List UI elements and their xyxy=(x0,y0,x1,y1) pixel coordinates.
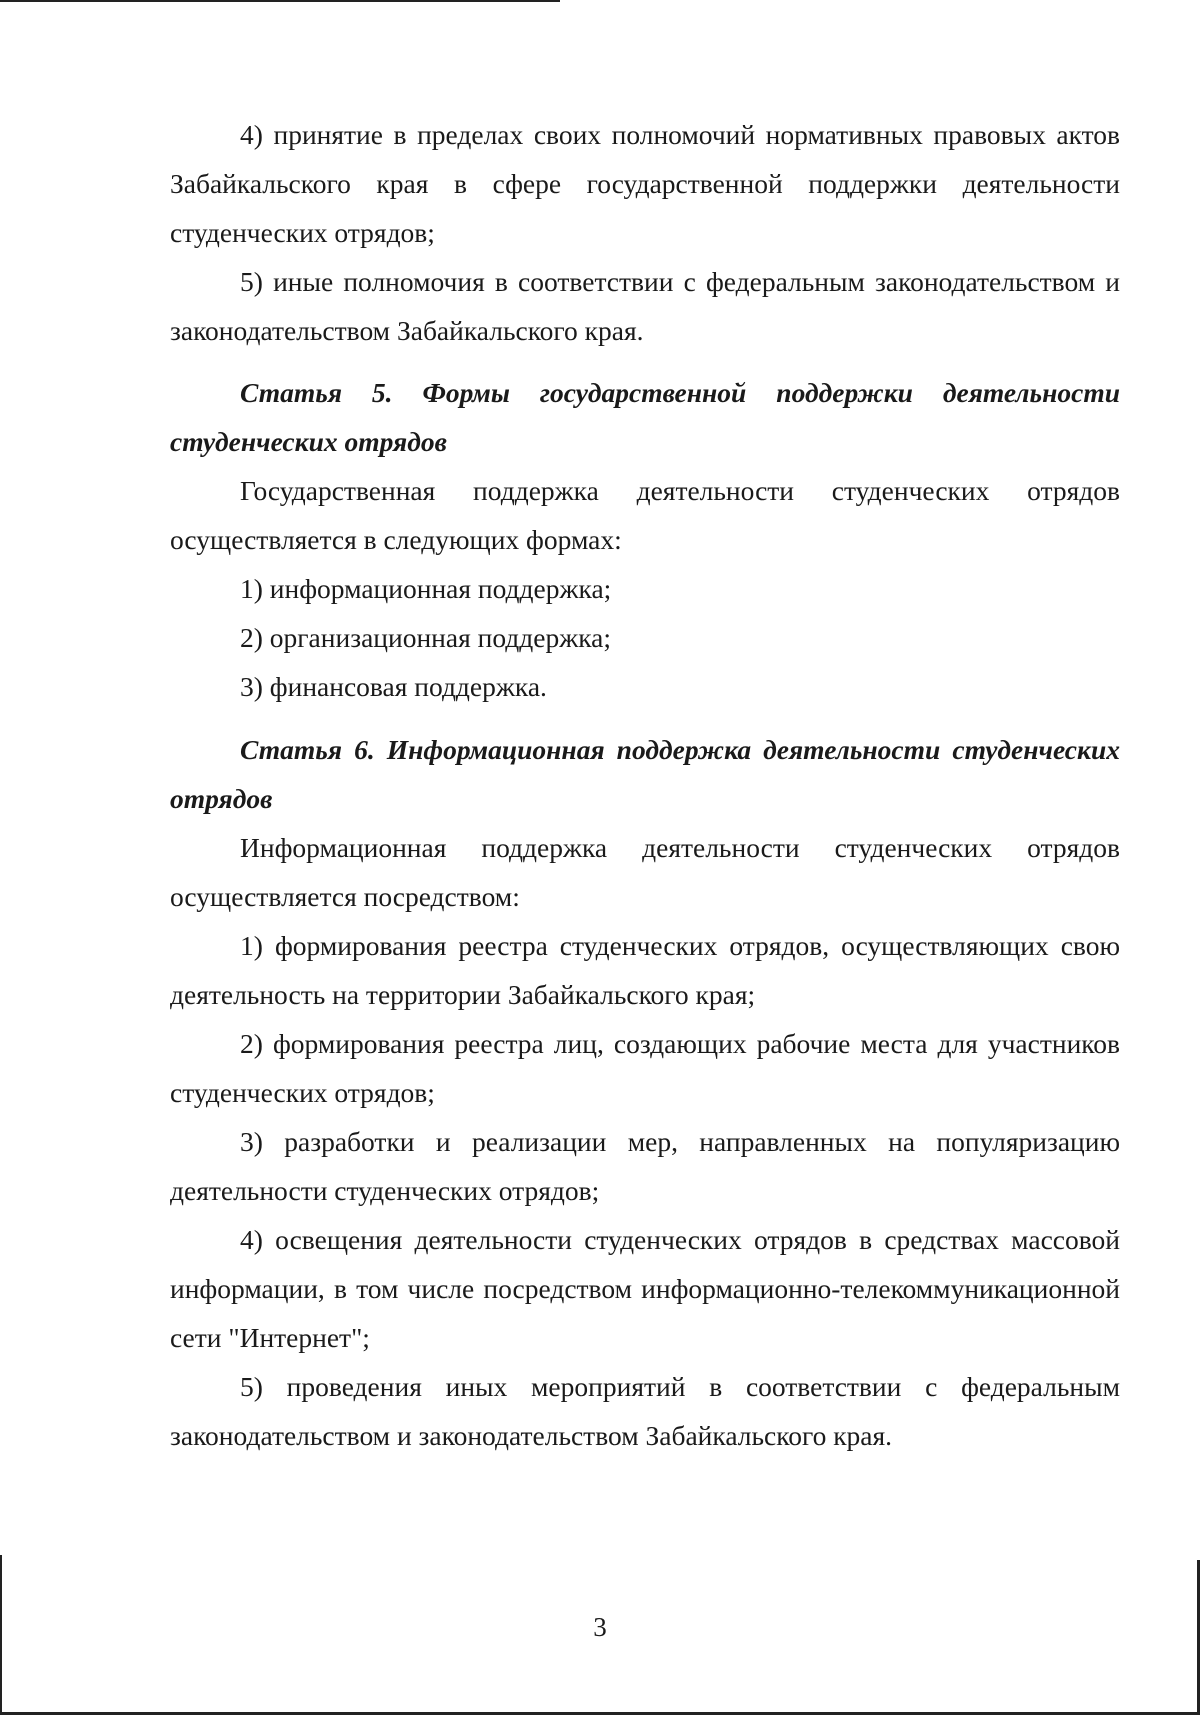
list-item: 1) информационная поддержка; xyxy=(240,573,612,604)
list-item: 1) формирования реестра студенческих отрядов, осуществляющих свою деятельность на территории Забайкальского края; xyxy=(170,930,1120,1010)
article-5 xyxy=(170,368,1120,711)
list-item: 5) иные полномочия в соответствии с федеральным законодательством и законодательством Забайкальского края. xyxy=(170,266,1120,346)
scan-edge-top xyxy=(0,0,560,2)
top-list xyxy=(170,110,1120,355)
page-number: 3 xyxy=(593,1612,607,1642)
article-intro: Информационная поддержка деятельности студенческих отрядов осуществляется посредством: xyxy=(170,832,1120,912)
article-intro: Государственная поддержка деятельности студенческих отрядов осуществляется в следующих формах: xyxy=(170,475,1120,555)
list-item: 3) разработки и реализации мер, направленных на популяризацию деятельности студенческих отрядов; xyxy=(170,1126,1120,1206)
list-item: 5) проведения иных мероприятий в соответствии с федеральным законодательством и законодательством Забайкальского края. xyxy=(170,1371,1120,1451)
article-heading: Статья 5. Формы государственной поддержки деятельности студенческих отрядов xyxy=(170,377,1120,457)
article-6 xyxy=(170,725,1120,1460)
list-item: 3) финансовая поддержка. xyxy=(240,671,547,702)
list-item: 4) принятие в пределах своих полномочий нормативных правовых актов Забайкальского края в сфере государственной поддержки деятельности студенческих отрядов; xyxy=(170,119,1120,248)
article-heading: Статья 6. Информационная поддержка деятельности студенческих отрядов xyxy=(170,734,1120,814)
list-item: 4) освещения деятельности студенческих отрядов в средствах массовой информации, в том числе посредством информационно-телекоммуникационной сети "Интернет"; xyxy=(170,1224,1120,1353)
list-item: 2) организационная поддержка; xyxy=(240,622,612,653)
list-item: 2) формирования реестра лиц, создающих рабочие места для участников студенческих отрядов; xyxy=(170,1028,1120,1108)
